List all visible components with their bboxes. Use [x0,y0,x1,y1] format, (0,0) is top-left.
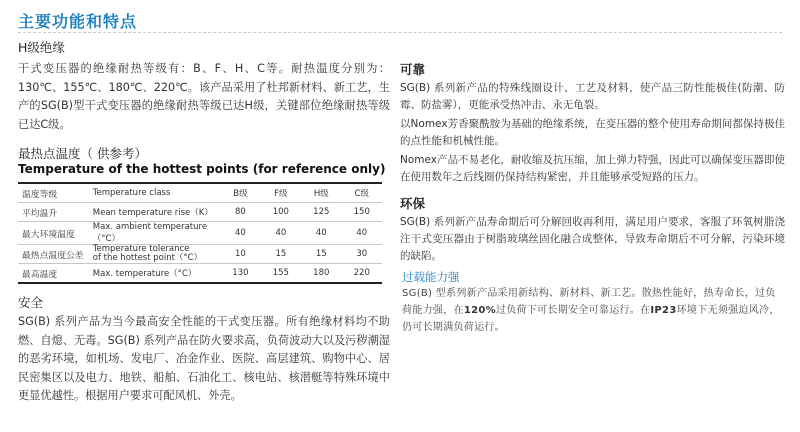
overload-text-part: SG(B) 型系列新产品采用新结构、新材料、新工艺。散热性能好，热寿命长，过负荷能力强，在 [402,288,776,316]
overload-percent: 120% [463,305,496,316]
reliable-text-2: 以Nomex芳香聚酰胺为基础的绝缘系统，在变压器的整个使用寿命期间都保持极佳的点性能和机械性能。 [400,118,785,147]
table-cell: 温度等级 [18,183,89,203]
table-cell: 最大环境温度 [18,222,89,245]
overload-text [400,285,785,336]
eco-heading: 环保 [400,196,426,211]
table-row [18,222,382,245]
title-divider [18,32,782,33]
table-header-row [18,183,382,203]
table-cell: 100 [261,203,301,222]
table-cell-line: of the hottest point（°C） [92,253,203,263]
table-cell: 10 [220,245,260,264]
table-cell: 80 [220,203,260,222]
hotspot-heading-cn: 最热点温度（ 供参考） [18,146,147,161]
table-cell: 40 [220,222,260,245]
h-class-heading: H级绝缘 [18,40,65,55]
table-row [18,203,382,222]
table-cell: 130 [220,264,260,284]
safety-heading: 安全 [18,295,44,310]
table-row [18,245,382,264]
h-class-text: 干式变压器的绝缘耐热等级有：B、F、H、C等。耐热温度分别为：130℃、155℃、180℃、220℃。该产品采用了杜邦新材料、新工艺，生产的SG(B)型干式变压器的绝缘耐热等级已达H级，关键部位绝缘耐热等级已达C级。 [18,62,390,131]
table-cell: 180 [301,264,341,284]
table-cell: 30 [342,245,382,264]
table-cell-line: Temperature tolerance [92,244,190,254]
table-cell: B级 [220,183,260,203]
table-cell: C级 [342,183,382,203]
overload-text-part: 环境下无须强迫风冷，仍可长期满负荷运行。 [402,305,780,333]
overload-text-part: 过负荷下可长期安全可靠运行。在 [495,305,651,316]
table-cell: 40 [261,222,301,245]
hotspot-table [18,182,382,284]
eco-text: SG(B) 系列新产品寿命期后可分解回收再利用，满足用户要求，客服了环氧树脂浇注干式变压器由于树脂玻璃丝固化融合成整体，导致寿命期后不可分解，污染环境的缺陷。 [400,216,785,262]
table-cell: 125 [301,203,341,222]
overload-ip-rating: IP23 [650,305,677,316]
left-column [18,38,390,406]
table-cell: H级 [301,183,341,203]
table-cell: 平均温升 [18,203,89,222]
reliable-heading: 可靠 [400,62,426,77]
table-cell: Max. temperature（°C） [89,264,220,284]
table-row [18,264,382,284]
page-title: 主要功能和特点 [18,12,138,31]
safety-text: SG(B) 系列产品为当今最高安全性能的干式变压器。所有绝缘材料均不助燃、自熄、无毒。SG(B) 系列产品在防火要求高，负荷波动大以及污秽潮湿的恶劣环境，如机场、发电厂、冶金作业、医院、高层建筑、购物中心、居民密集区以及电力、地铁、船舶、石油化工、核电站、核潜艇等特殊环境中更显优越性。根据用户要求可配风机、外壳。 [18,315,390,402]
table-cell: Temperature class [89,183,220,203]
table-cell: 15 [261,245,301,264]
table-cell: 220 [342,264,382,284]
table-cell: 15 [301,245,341,264]
table-cell: Mean temperature rise（K） [89,203,220,222]
right-column [400,60,785,336]
overload-heading: 过载能力强 [402,270,460,284]
table-cell: 40 [342,222,382,245]
table-cell: 150 [342,203,382,222]
table-cell: 155 [261,264,301,284]
table-cell: 最热点温度公差 [18,245,89,264]
table-cell: 最高温度 [18,264,89,284]
reliable-text-3: Nomex产品不易老化，耐收缩及抗压缩，加上弹力特强，因此可以确保变压器即使在使用数年之后线圈仍保持结构紧密，并且能够承受短路的压力。 [400,154,785,183]
table-cell [89,245,220,264]
hotspot-heading-en: Temperature of the hottest points (for reference only) [18,162,386,176]
reliable-text-1: SG(B) 系列新产品的特殊线圈设计、工艺及材料，使产品三防性能极佳(防潮、防霉、防盐雾），更能承受热冲击、永无龟裂。 [400,82,785,111]
table-cell: Max. ambient temperature（°C） [89,222,220,245]
table-cell: F级 [261,183,301,203]
table-cell: 40 [301,222,341,245]
